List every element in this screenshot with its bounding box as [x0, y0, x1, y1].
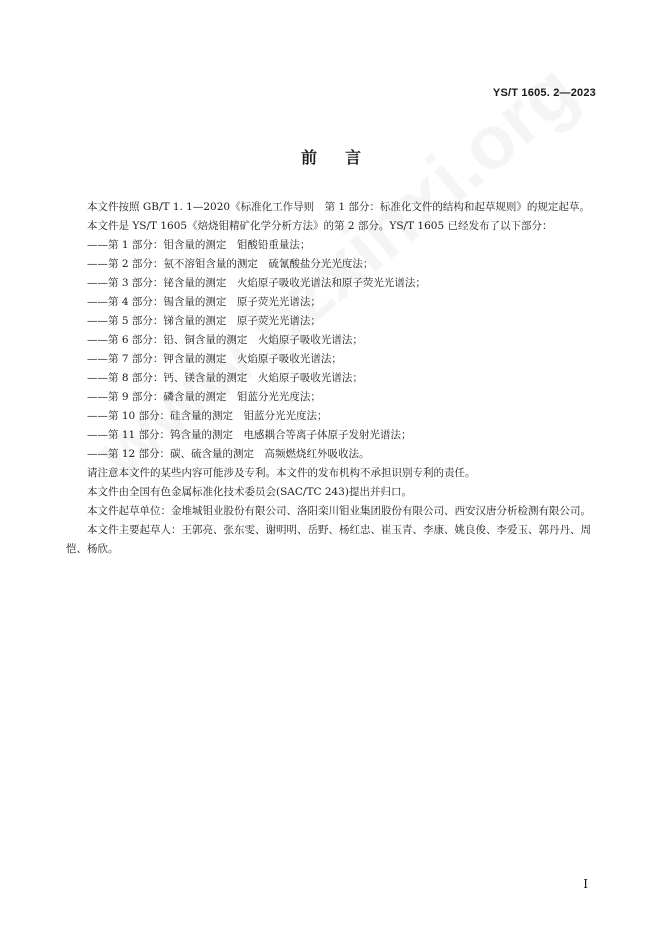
list-item: ——第 12 部分：碳、硫含量的测定 高频燃烧红外吸收法。 — [87, 448, 370, 460]
list-item: ——第 3 部分：铋含量的测定 火焰原子吸收光谱法和原子荧光光谱法； — [87, 277, 426, 289]
paragraph-drafters: 本文件主要起草人：王郭亮、张东雯、谢明明、岳野、杨红忠、崔玉青、李康、姚良俊、李爱玉、郭丹丹、周恺、杨欣。 — [66, 524, 591, 555]
paragraph-drafting-rules: 本文件按照 GB/T 1. 1—2020《标准化工作导则 第 1 部分：标准化文件的结构和起草规则》的规定起草。 — [87, 201, 590, 213]
paragraph-drafting-units: 本文件起草单位：金堆城钼业股份有限公司、洛阳栾川钼业集团股份有限公司、西安汉唐分析检测有限公司。 — [87, 505, 591, 517]
list-item: ——第 4 部分：锡含量的测定 原子荧光光谱法； — [87, 296, 321, 308]
list-item: ——第 2 部分：氨不溶钼含量的测定 硫氰酸盐分光光度法； — [87, 258, 374, 270]
standard-code: YS/T 1605. 2—2023 — [492, 87, 596, 99]
list-item: ——第 10 部分：硅含量的测定 钼蓝分光光度法； — [87, 410, 328, 422]
list-item: ——第 9 部分：磷含量的测定 钼蓝分光光度法； — [87, 391, 321, 403]
list-item: ——第 11 部分：钨含量的测定 电感耦合等离子体原子发射光谱法； — [87, 429, 412, 441]
paragraph-patent-notice: 请注意本文件的某些内容可能涉及专利。本文件的发布机构不承担识别专利的责任。 — [87, 467, 476, 479]
paragraph-part-intro: 本文件是 YS/T 1605《焙烧钼精矿化学分析方法》的第 2 部分。YS/T 1605 已经发布了以下部分： — [87, 220, 553, 232]
list-item: ——第 1 部分：钼含量的测定 钼酸铅重量法； — [87, 239, 311, 251]
list-item: ——第 5 部分：锑含量的测定 原子荧光光谱法； — [87, 315, 321, 327]
list-item: ——第 6 部分：铅、铜含量的测定 火焰原子吸收光谱法； — [87, 334, 363, 346]
page-number: I — [583, 877, 588, 891]
list-item: ——第 8 部分：钙、镁含量的测定 火焰原子吸收光谱法； — [87, 372, 363, 384]
list-item: ——第 7 部分：钾含量的测定 火焰原子吸收光谱法； — [87, 353, 342, 365]
page-title: 前言 — [300, 148, 389, 167]
foreword-body — [66, 198, 596, 559]
paragraph-committee: 本文件由全国有色金属标准化技术委员会(SAC/TC 243)提出并归口。 — [87, 486, 412, 498]
